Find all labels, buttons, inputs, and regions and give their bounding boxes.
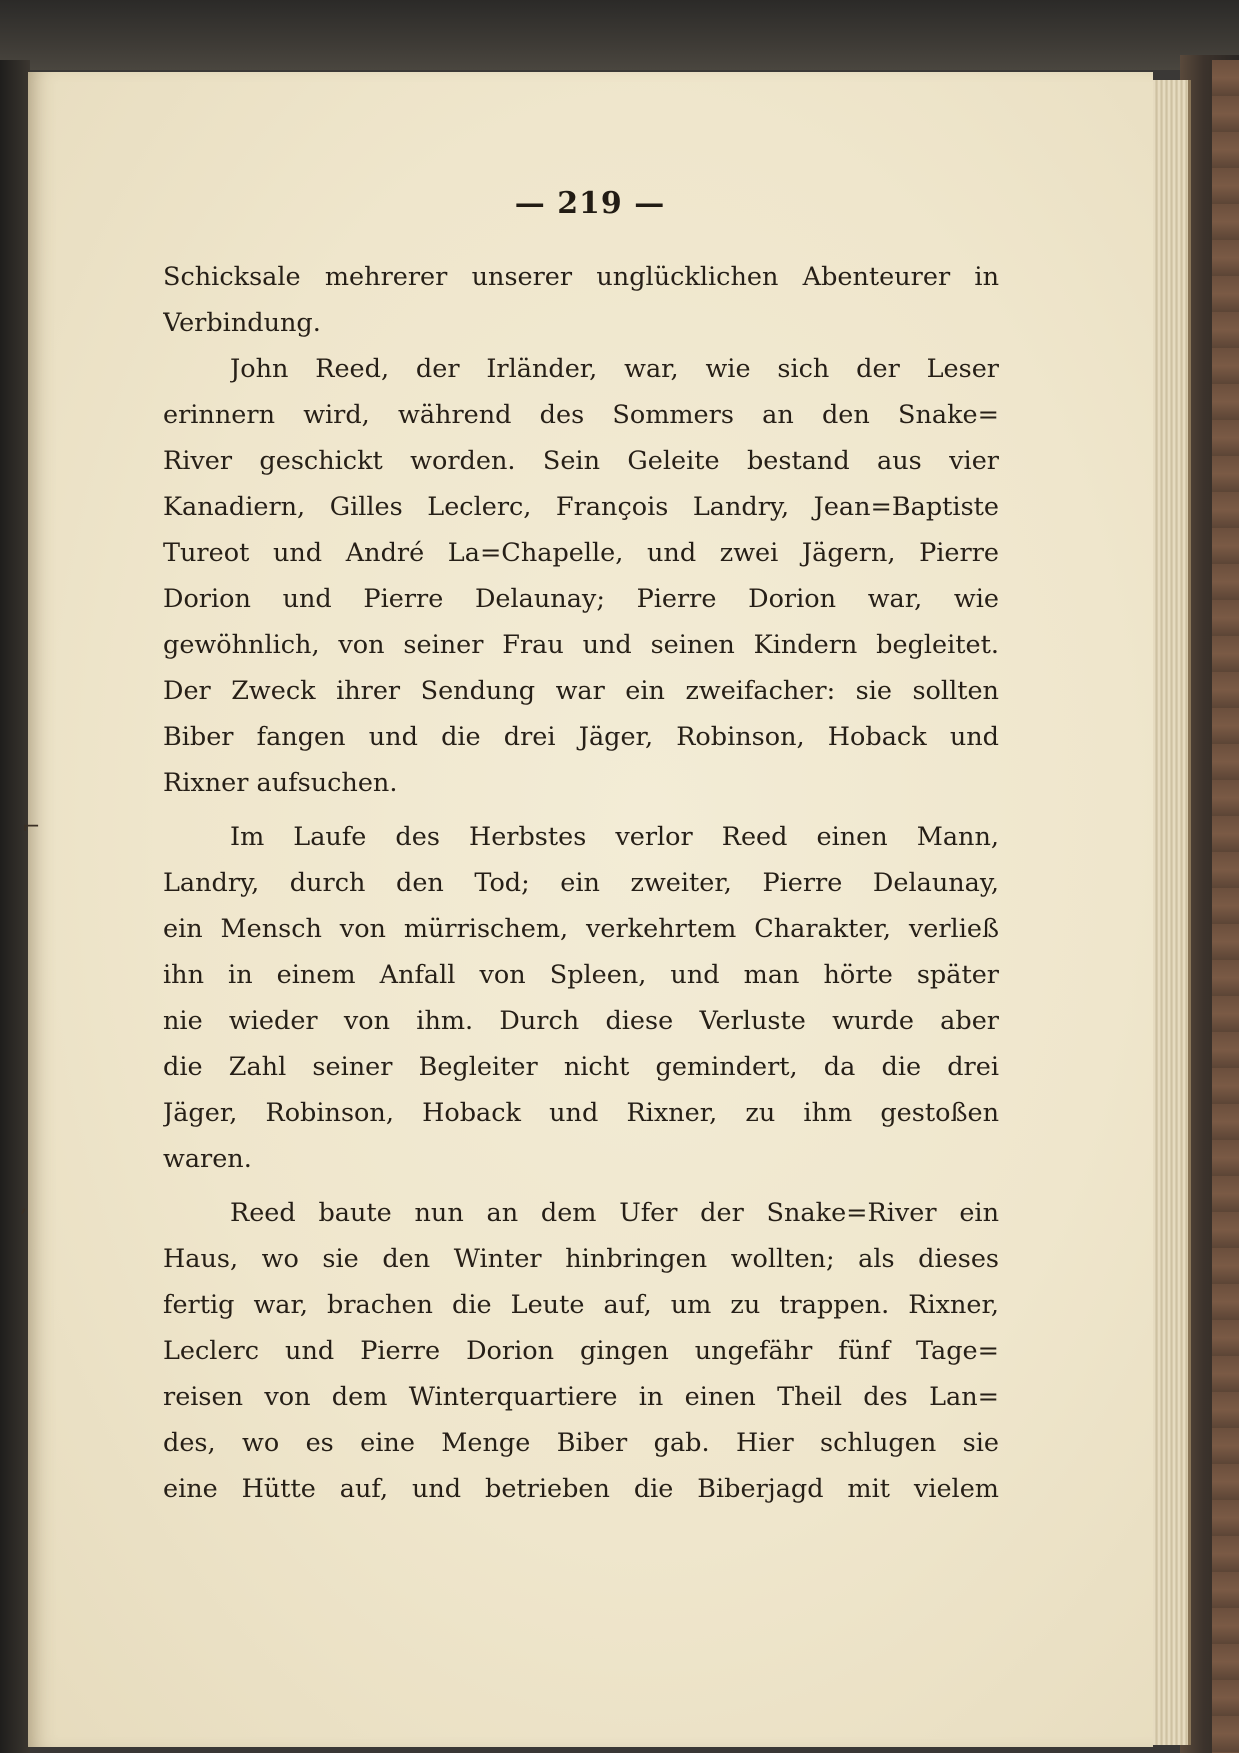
text-line: Leclerc und Pierre Dorion gingen ungefähr fünf Tage=: [163, 1336, 999, 1366]
text-line: ein Mensch von mürrischem, verkehrtem Charakter, verließ: [163, 914, 999, 944]
text-line: eine Hütte auf, und betrieben die Biberjagd mit vielem: [163, 1474, 999, 1504]
text-line: die Zahl seiner Begleiter nicht gemindert, da die drei: [163, 1052, 999, 1082]
book-board-right: [1212, 60, 1239, 1753]
text-line: erinnern wird, während des Sommers an den Snake=: [163, 400, 999, 430]
text-line: Tureot und André La=Chapelle, und zwei Jägern, Pierre: [163, 538, 999, 568]
book-cover-left: [0, 60, 30, 1753]
text-line: John Reed, der Irländer, war, wie sich der Leser: [230, 354, 999, 384]
text-line: ihn in einem Anfall von Spleen, und man hörte später: [163, 960, 999, 990]
text-line: Kanadiern, Gilles Leclerc, François Landry, Jean=Baptiste: [163, 492, 999, 522]
text-line: Jäger, Robinson, Hoback und Rixner, zu ihm gestoßen: [163, 1098, 999, 1128]
text-line: reisen von dem Winterquartiere in einen Theil des Lan=: [163, 1382, 999, 1412]
text-line: gewöhnlich, von seiner Frau und seinen Kindern begleitet.: [163, 630, 999, 660]
text-line: River geschickt worden. Sein Geleite bestand aus vier: [163, 446, 999, 476]
page-number-value: 219: [557, 186, 623, 221]
text-line: Haus, wo sie den Winter hinbringen wollten; als dieses: [163, 1244, 999, 1274]
text-line: nie wieder von ihm. Durch diese Verluste wurde aber: [163, 1006, 999, 1036]
margin-mark: ⌐: [22, 815, 41, 840]
text-line: Verbindung.: [163, 308, 321, 338]
text-line: Im Laufe des Herbstes verlor Reed einen Mann,: [230, 822, 999, 852]
text-line: Reed baute nun an dem Ufer der Snake=River ein: [230, 1198, 999, 1228]
text-line: fertig war, brachen die Leute auf, um zu trappen. Rixner,: [163, 1290, 999, 1320]
text-line: waren.: [163, 1144, 252, 1174]
book-top-edge: [0, 0, 1239, 70]
text-line: Schicksale mehrerer unserer unglücklichen Abenteurer in: [163, 262, 999, 292]
page-edges: [1148, 80, 1191, 1745]
text-line: Landry, durch den Tod; ein zweiter, Pierre Delaunay,: [163, 868, 999, 898]
text-line: Rixner aufsuchen.: [163, 768, 398, 798]
text-line: Biber fangen und die drei Jäger, Robinson, Hoback und: [163, 722, 999, 752]
text-line: Dorion und Pierre Delaunay; Pierre Dorion war, wie: [163, 584, 999, 614]
text-line: des, wo es eine Menge Biber gab. Hier schlugen sie: [163, 1428, 999, 1458]
text-line: Der Zweck ihrer Sendung war ein zweifacher: sie sollten: [163, 676, 999, 706]
page-number: — 219 —: [514, 186, 666, 221]
margin-mark: ‚: [20, 1192, 27, 1217]
